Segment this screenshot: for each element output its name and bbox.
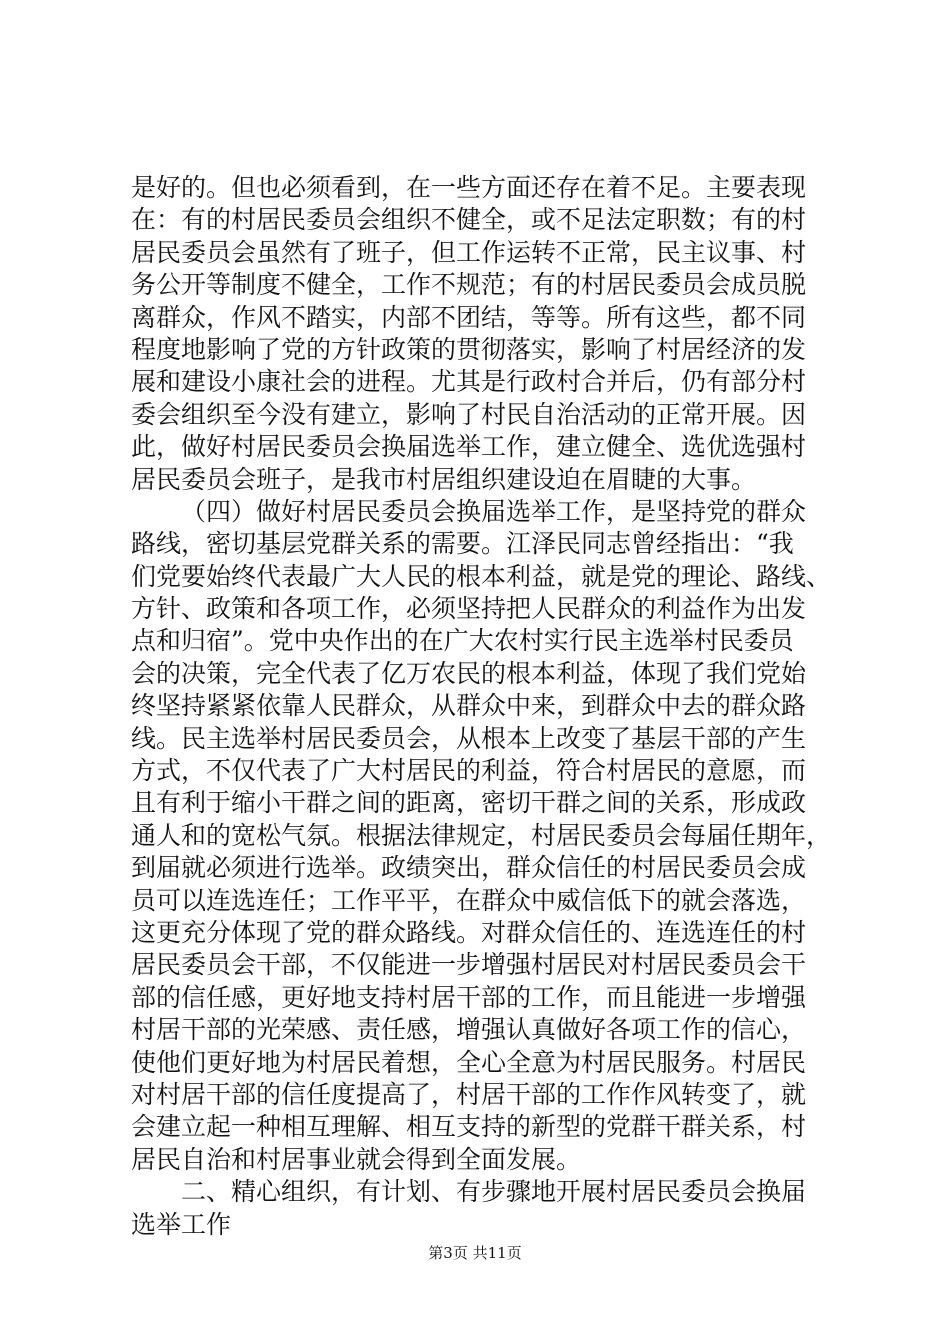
text-line: 村居干部的光荣感、责任感，增强认真做好各项工作的信心， [131,1015,807,1045]
section-heading-line: 二、精心组织，有计划、有步骤地开展村居民委员会换届 [181,1177,807,1207]
body-text [131,172,831,1241]
text-line: 居民委员会班子，是我市村居组织建设迫在眉睫的大事。 [131,464,757,494]
text-line: 路线，密切基层党群关系的需要。江泽民同志曾经指出：“我 [131,529,794,559]
text-line: 且有利于缩小干群之间的距离，密切干群之间的关系，形成政 [131,788,807,818]
text-line: 居民自治和村居事业就会得到全面发展。 [131,1144,582,1174]
text-line: 程度地影响了党的方针政策的贯彻落实，影响了村居经济的发 [131,334,807,364]
text-line: 方式，不仅代表了广大村居民的利益，符合村居民的意愿，而 [131,756,807,786]
text-line: 这更充分体现了党的群众路线。对群众信任的、连选连任的村 [131,917,807,947]
text-line: 此，做好村居民委员会换届选举工作，建立健全、选优选强村 [131,432,807,462]
text-line: 会建立起一种相互理解、相互支持的新型的党群干群关系，村 [131,1112,807,1142]
text-line: 居民委员会干部，不仅能进一步增强村居民对村居民委员会干 [131,950,807,980]
text-line: 方针、政策和各项工作，必须坚持把人民群众的利益作为出发 [131,594,807,624]
section-heading-line: 选举工作 [131,1209,232,1239]
text-line: 在：有的村居民委员会组织不健全，或不足法定职数；有的村 [131,205,807,235]
text-line: 点和归宿”。党中央作出的在广大农村实行民主选举村民委员 [131,626,794,656]
text-line: 对村居干部的信任度提高了，村居干部的工作作风转变了，就 [131,1079,807,1109]
text-line: 务公开等制度不健全，工作不规范；有的村居民委员会成员脱 [131,270,807,300]
text-line: 使他们更好地为村居民着想，全心全意为村居民服务。村居民 [131,1047,807,1077]
text-line: 离群众，作风不踏实，内部不团结，等等。所有这些，都不同 [131,302,807,332]
text-line: 线。民主选举村居民委员会，从根本上改变了基层干部的产生 [131,723,807,753]
page-number-footer: 第3页 共11页 [428,1244,522,1262]
paragraph-start-line: （四）做好村居民委员会换届选举工作，是坚持党的群众 [181,496,807,526]
text-line: 展和建设小康社会的进程。尤其是行政村合并后，仍有部分村 [131,367,807,397]
text-line: 会的决策，完全代表了亿万农民的根本利益，体现了我们党始 [131,658,807,688]
text-line: 员可以连选连任；工作平平，在群众中威信低下的就会落选， [131,885,807,915]
text-line: 委会组织至今没有建立，影响了村民自治活动的正常开展。因 [131,399,807,429]
text-line: 到届就必须进行选举。政绩突出，群众信任的村居民委员会成 [131,853,807,883]
text-line: 通人和的宽松气氛。根据法律规定，村居民委员会每届任期年， [131,820,832,850]
text-line: 是好的。但也必须看到，在一些方面还存在着不足。主要表现 [131,173,807,202]
text-line: 们党要始终代表最广大人民的根本利益，就是党的理论、路线、 [131,561,832,591]
text-line: 部的信任感，更好地支持村居干部的工作，而且能进一步增强 [131,982,807,1012]
text-line: 居民委员会虽然有了班子，但工作运转不正常，民主议事、村 [131,237,807,267]
text-line: 终坚持紧紧依靠人民群众，从群众中来，到群众中去的群众路 [131,691,807,721]
